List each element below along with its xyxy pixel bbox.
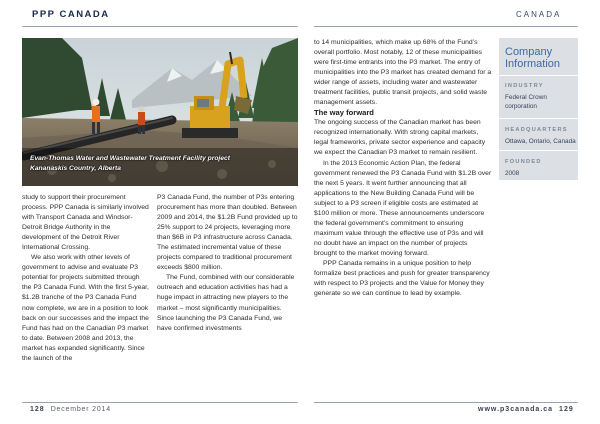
founded-label: FOUNDED <box>505 159 542 165</box>
right-page-number: 129 <box>559 406 574 413</box>
left-page-number: 128 <box>30 406 45 413</box>
sidebar-divider <box>499 118 578 119</box>
sidebar-title-line-1: Company <box>505 46 553 58</box>
company-info-sidebar <box>499 38 578 180</box>
issue-date: December 2014 <box>50 406 111 413</box>
header-rule-left <box>22 26 298 27</box>
industry-label: INDUSTRY <box>505 83 544 89</box>
sidebar-title-line-2: Information <box>505 57 561 70</box>
header-rule-right <box>314 26 578 27</box>
footer-left <box>30 406 111 413</box>
column3-paragraph-1: to 14 municipalities, which make up 68% of the Fund’s overall portfolio. Most notably, 12 of these municipalities were first-time entrants into the P3 market. The entry of municipalities into the P3 market has created demand for a wider range of assets, including water and wastewater treatment facilities, public transit projects, and solid waste management assets. <box>314 39 492 107</box>
text-column-2 <box>157 193 298 334</box>
footer-right <box>478 406 574 413</box>
footer-rule-left <box>22 402 298 403</box>
text-column-1 <box>22 193 150 364</box>
column2-paragraph-1: P3 Canada Fund, the number of P3s entering procurement has more than doubled. Between 2009 and 2014, the $1.2B Fund provided up to 25% support to 24 projects, leveraging more than $6B in P3 infrastructure across Canada. The estimated incremental value of these projects compared to traditional procurement exceeds $800 million. <box>157 194 298 272</box>
caption-line-2: Kananaskis Country, Alberta <box>30 165 121 172</box>
column1-paragraph-1: study to support their procurement process. PPP Canada is similarly involved with Transport Canada and Windsor-Detroit Bridge Authority in the development of the Detroit River International Crossing. <box>22 194 149 252</box>
column1-paragraph-2: We also work with other levels of government to advise and evaluate P3 potential for projects submitted through the P3 Canada Fund. With the first 5-year, $1.2B tranche of the P3 Canada Fund now complete, we are in a position to look back on our successes and the impact the Fund has had on the Canadian P3 market to date. Between 2008 and 2013, the market has expanded significantly. Since the launch of the <box>22 254 149 362</box>
industry-value <box>505 93 577 111</box>
website-url: www.p3canada.ca <box>478 406 554 413</box>
headquarters-label: HEADQUARTERS <box>505 127 568 133</box>
text-column-3 <box>314 38 492 299</box>
caption-line-1: Evan-Thomas Water and Wastewater Treatment Facility project <box>30 155 230 162</box>
country-section-title: CANADA <box>516 10 562 19</box>
project-photo <box>22 38 298 186</box>
footer-rule-right <box>314 402 578 403</box>
column3-paragraph-4: PPP Canada remains in a unique position to help formalize best practices and push for greater transparency with respect to P3 projects and the Value for Money they generate so we can continue to lead by example. <box>314 259 490 298</box>
section-heading-way-forward: The way forward <box>314 108 374 118</box>
photo-caption <box>30 154 292 174</box>
column3-paragraph-2: The ongoing success of the Canadian market has been recognized internationally. With strong capital markets, legal frameworks, private sector experience and capacity we expect the Canadian P3 market to remain resilient. <box>314 119 486 157</box>
industry-value-line-2: corporation <box>505 103 537 110</box>
industry-value-line-1: Federal Crown <box>505 94 547 101</box>
magazine-section-title: PPP CANADA <box>32 9 110 20</box>
column3-paragraph-3: In the 2013 Economic Action Plan, the federal government renewed the P3 Canada Fund with $1.2B over the next 5 years. It went further announcing that all applications to the New Building Canada Fund will be subject to a P3 screen if eligible costs are estimated at $100 million or more. These announcements underscore the federal government’s commitment to ensuring maximum value through the effective use of P3s and will no doubt have an impact on the number of projects brought to the market moving forward. <box>314 159 492 257</box>
founded-value: 2008 <box>505 170 520 177</box>
column2-paragraph-2: The Fund, combined with our considerable outreach and education activities has had a huge impact in attracting new players to the market – most significantly municipalities. Since launching the P3 Canada Fund, we have confirmed investments <box>157 274 295 332</box>
sidebar-title <box>505 47 577 70</box>
sidebar-divider <box>499 75 578 76</box>
sidebar-divider <box>499 150 578 151</box>
headquarters-value: Ottawa, Ontario, Canada <box>505 138 576 145</box>
